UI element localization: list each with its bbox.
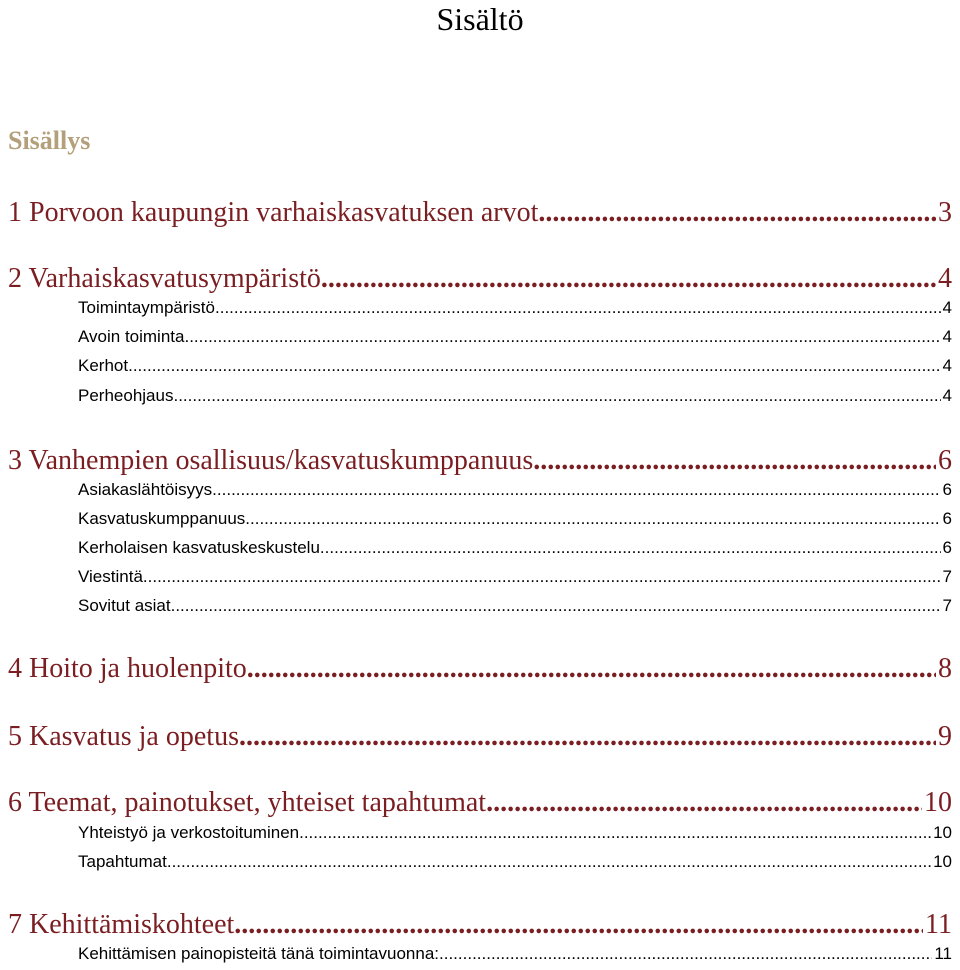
toc-entry-page: 10 [933, 852, 952, 871]
toc-entry-page: 6 [942, 538, 952, 557]
toc-entry-title: Kehittämisen painopisteitä tänä toimintavuonna: [78, 944, 440, 963]
toc-entry-toimintaymparisto[interactable] [78, 297, 952, 319]
toc-entry-page: 4 [938, 263, 952, 294]
toc-entry-2[interactable] [8, 262, 952, 296]
toc-entry-3[interactable] [8, 444, 952, 478]
toc-leader-dots [239, 720, 936, 754]
toc-leader-dots [321, 262, 936, 296]
toc-entry-page: 11 [925, 909, 952, 940]
toc-entry-page: 6 [938, 445, 952, 476]
toc-entry-title: 4 Hoito ja huolenpito [8, 653, 247, 684]
toc-entry-page: 10 [924, 787, 952, 818]
toc-entry-5[interactable] [8, 720, 952, 754]
toc-leader-dots [212, 479, 940, 501]
toc-leader-dots [215, 297, 941, 319]
toc-entry-page: 4 [942, 298, 952, 317]
toc-entry-title: 5 Kasvatus ja opetus [8, 721, 239, 752]
toc-entry-title: Kerhot [78, 356, 129, 375]
toc-entry-asiakaslahtoisyys[interactable] [78, 479, 952, 501]
toc-leader-dots [486, 786, 922, 820]
toc-entry-title: Kasvatuskumppanuus [78, 509, 246, 528]
toc-entry-sovitut-asiat[interactable] [78, 595, 952, 617]
toc-entry-1[interactable] [8, 196, 952, 230]
toc-entry-page: 4 [942, 327, 952, 346]
toc-leader-dots [167, 851, 931, 873]
toc-entry-tapahtumat[interactable] [78, 851, 952, 873]
toc-entry-title: Viestintä [78, 567, 143, 586]
toc-entry-page: 9 [938, 721, 952, 752]
toc-leader-dots [533, 444, 936, 478]
toc-entry-7[interactable] [8, 908, 952, 942]
toc-leader-dots [171, 595, 941, 617]
toc-leader-dots [184, 326, 940, 348]
toc-entry-page: 3 [938, 197, 952, 228]
toc-entry-6[interactable] [8, 786, 952, 820]
toc-leader-dots [320, 537, 941, 559]
toc-entry-page: 6 [942, 480, 952, 499]
page-title: Sisältö [436, 1, 524, 37]
toc-entry-title: Asiakaslähtöisyys [78, 480, 213, 499]
toc-entry-page: 7 [942, 567, 952, 586]
toc-leader-dots [173, 385, 940, 407]
toc-leader-dots [128, 355, 940, 377]
toc-leader-dots [143, 566, 941, 588]
toc-entry-4[interactable] [8, 652, 952, 686]
toc-leader-dots [439, 943, 932, 965]
toc-entry-title: 7 Kehittämiskohteet [8, 909, 235, 940]
toc-entry-page: 4 [942, 356, 952, 375]
toc-entry-title: Yhteistyö ja verkostoituminen [78, 823, 300, 842]
toc-entry-kasvatuskumppanuus[interactable] [78, 508, 952, 530]
toc-entry-page: 10 [933, 823, 952, 842]
toc-entry-title: Avoin toiminta [78, 327, 185, 346]
toc-entry-title: 6 Teemat, painotukset, yhteiset tapahtumat [8, 787, 487, 818]
toc-entry-page: 11 [934, 944, 952, 963]
toc-entry-perheohjaus[interactable] [78, 385, 952, 407]
toc-entry-title: 2 Varhaiskasvatusympäristö [8, 263, 321, 294]
toc-leader-dots [245, 508, 940, 530]
toc-entry-page: 8 [938, 653, 952, 684]
toc-heading: Sisällys [8, 126, 91, 155]
toc-entry-title: Sovitut asiat [78, 596, 171, 615]
toc-leader-dots [234, 908, 923, 942]
toc-entry-title: 3 Vanhempien osallisuus/kasvatuskumppanuus [8, 445, 534, 476]
toc-entry-viestinta[interactable] [78, 566, 952, 588]
toc-entry-page: 7 [942, 596, 952, 615]
toc-entry-title: Tapahtumat [78, 852, 167, 871]
toc-entry-title: Toimintaympäristö [78, 298, 215, 317]
toc-leader-dots [247, 652, 936, 686]
toc-leader-dots [538, 196, 936, 230]
toc-entry-kerhot[interactable] [78, 355, 952, 377]
toc-entry-title: 1 Porvoon kaupungin varhaiskasvatuksen arvot [8, 197, 539, 228]
toc-entry-avoin-toiminta[interactable] [78, 326, 952, 348]
toc-entry-title: Kerholaisen kasvatuskeskustelu [78, 538, 320, 557]
toc-entry-page: 4 [942, 386, 952, 405]
toc-entry-title: Perheohjaus [78, 386, 174, 405]
toc-entry-yhteistyo-ja-verkostoituminen[interactable] [78, 822, 952, 844]
toc-entry-kehittamisen-painopisteita[interactable] [78, 943, 952, 965]
toc-entry-page: 6 [942, 509, 952, 528]
toc-leader-dots [299, 822, 931, 844]
toc-entry-kerholaisen-kasvatuskeskustelu[interactable] [78, 537, 952, 559]
